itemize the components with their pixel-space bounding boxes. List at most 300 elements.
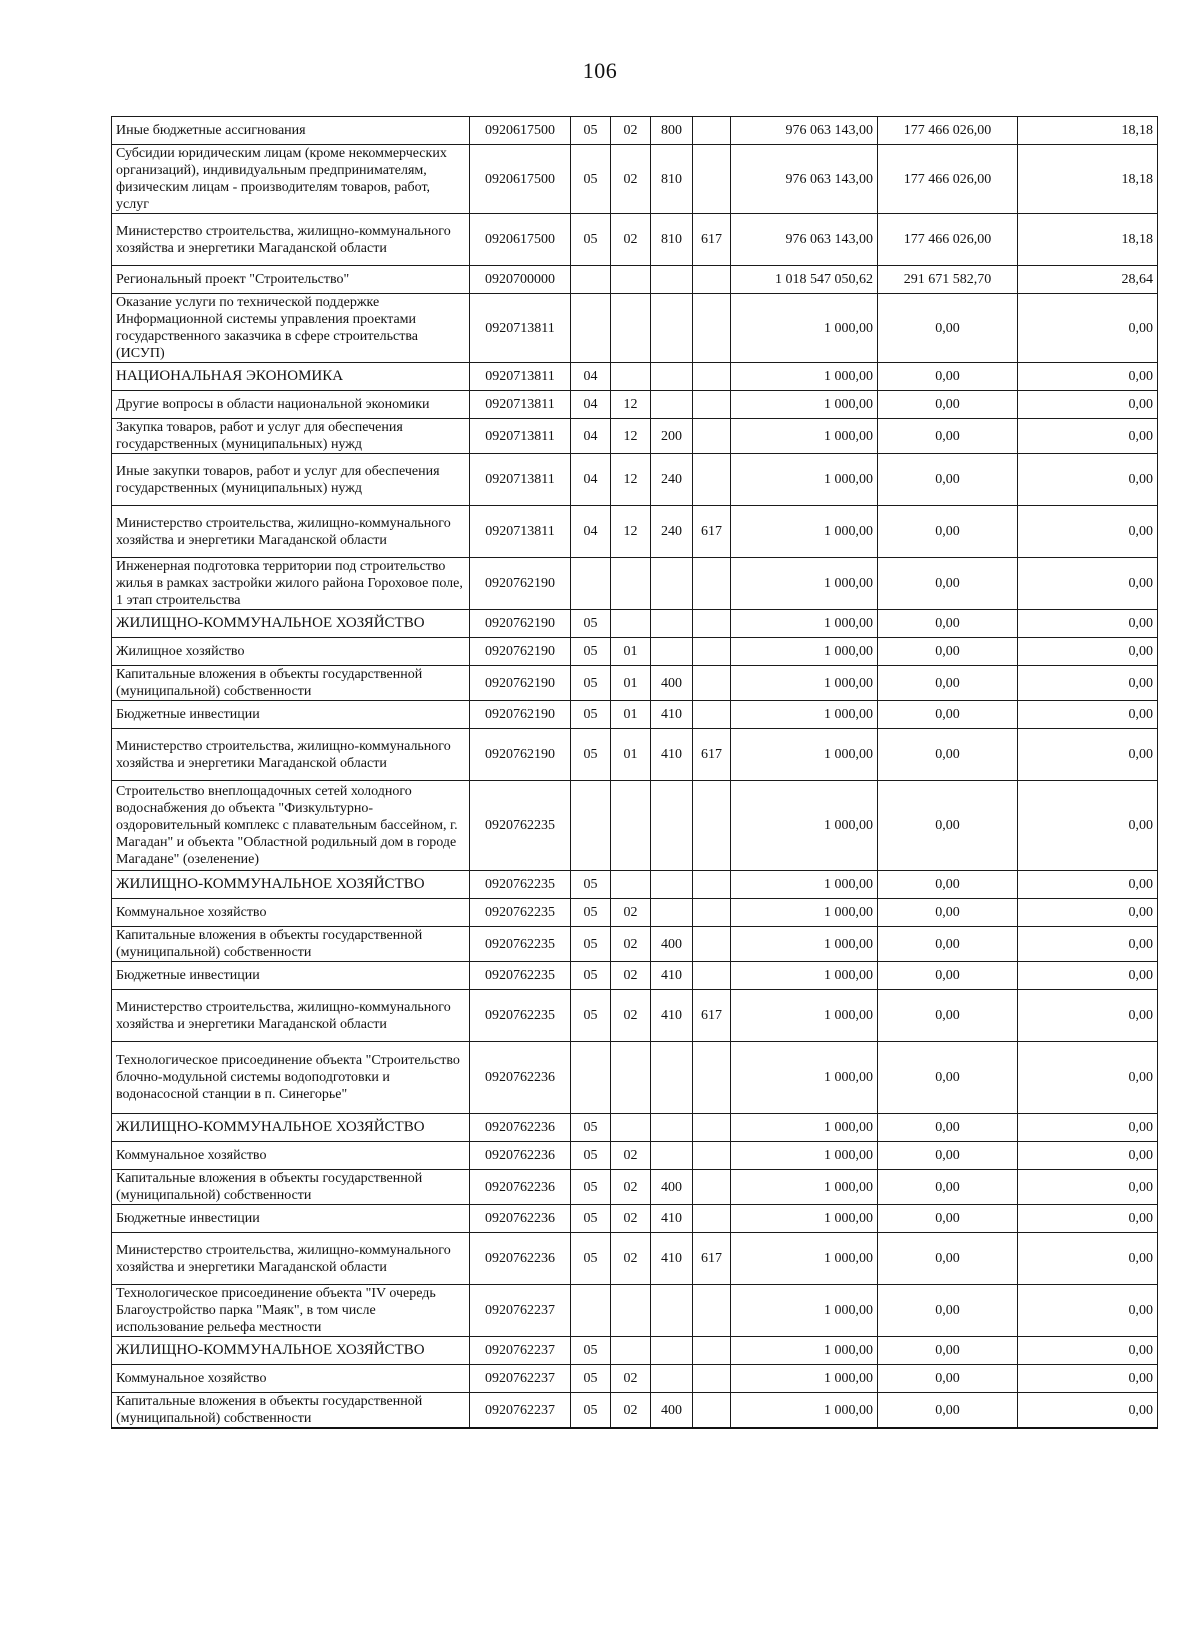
row-fact-amount: 0,00 (878, 363, 1018, 391)
table-row (112, 871, 1158, 899)
row-target-code: 0920762235 (470, 927, 571, 962)
row-expense-type (651, 610, 693, 638)
row-expense-type (651, 1365, 693, 1393)
row-expense-type: 410 (651, 729, 693, 781)
row-percent: 0,00 (1018, 1142, 1158, 1170)
row-target-code: 0920617500 (470, 214, 571, 266)
row-section: 05 (571, 1170, 611, 1205)
table-row (112, 117, 1158, 145)
row-fact-amount: 0,00 (878, 1365, 1018, 1393)
row-percent: 0,00 (1018, 781, 1158, 871)
row-subsection: 02 (611, 1205, 651, 1233)
row-plan-amount: 1 000,00 (731, 454, 878, 506)
row-target-code: 0920713811 (470, 454, 571, 506)
row-plan-amount: 1 000,00 (731, 1365, 878, 1393)
row-subsection: 01 (611, 729, 651, 781)
row-target-code: 0920617500 (470, 117, 571, 145)
row-administrator (693, 871, 731, 899)
row-fact-amount: 0,00 (878, 871, 1018, 899)
row-expense-type (651, 294, 693, 363)
row-administrator (693, 1393, 731, 1429)
row-section (571, 558, 611, 610)
row-percent: 0,00 (1018, 1170, 1158, 1205)
row-percent: 0,00 (1018, 1393, 1158, 1429)
row-name: ЖИЛИЩНО-КОММУНАЛЬНОЕ ХОЗЯЙСТВО (112, 871, 470, 899)
table-row (112, 1114, 1158, 1142)
row-percent: 0,00 (1018, 1205, 1158, 1233)
row-fact-amount: 0,00 (878, 781, 1018, 871)
row-administrator (693, 419, 731, 454)
row-expense-type: 400 (651, 1170, 693, 1205)
row-target-code: 0920762237 (470, 1393, 571, 1429)
row-expense-type: 410 (651, 990, 693, 1042)
row-expense-type: 240 (651, 506, 693, 558)
table-row (112, 610, 1158, 638)
row-name: Министерство строительства, жилищно-коммунального хозяйства и энергетики Магаданской области (112, 214, 470, 266)
row-expense-type: 410 (651, 701, 693, 729)
row-target-code: 0920762235 (470, 899, 571, 927)
row-section: 04 (571, 419, 611, 454)
table-row (112, 1337, 1158, 1365)
row-target-code: 0920762235 (470, 990, 571, 1042)
row-target-code: 0920762236 (470, 1170, 571, 1205)
row-section: 05 (571, 899, 611, 927)
row-target-code: 0920762237 (470, 1365, 571, 1393)
row-percent: 0,00 (1018, 391, 1158, 419)
row-subsection: 02 (611, 145, 651, 214)
row-target-code: 0920762190 (470, 610, 571, 638)
row-section (571, 1042, 611, 1114)
row-target-code: 0920762190 (470, 666, 571, 701)
row-fact-amount: 0,00 (878, 899, 1018, 927)
row-plan-amount: 1 000,00 (731, 363, 878, 391)
table-row (112, 962, 1158, 990)
row-name: Региональный проект "Строительство" (112, 266, 470, 294)
row-percent: 0,00 (1018, 899, 1158, 927)
row-fact-amount: 0,00 (878, 1393, 1018, 1429)
row-plan-amount: 1 000,00 (731, 419, 878, 454)
row-section: 05 (571, 1393, 611, 1429)
row-subsection (611, 294, 651, 363)
row-target-code: 0920762190 (470, 729, 571, 781)
row-fact-amount: 177 466 026,00 (878, 214, 1018, 266)
row-subsection (611, 871, 651, 899)
row-expense-type (651, 363, 693, 391)
row-fact-amount: 291 671 582,70 (878, 266, 1018, 294)
row-target-code: 0920713811 (470, 363, 571, 391)
row-expense-type (651, 871, 693, 899)
row-subsection: 02 (611, 1365, 651, 1393)
table-row (112, 145, 1158, 214)
row-administrator (693, 962, 731, 990)
table-row (112, 781, 1158, 871)
row-section: 05 (571, 990, 611, 1042)
row-subsection: 01 (611, 701, 651, 729)
row-target-code: 0920762237 (470, 1285, 571, 1337)
row-target-code: 0920713811 (470, 391, 571, 419)
row-administrator (693, 927, 731, 962)
row-administrator (693, 117, 731, 145)
row-subsection (611, 1114, 651, 1142)
row-percent: 0,00 (1018, 294, 1158, 363)
row-subsection (611, 363, 651, 391)
row-section (571, 266, 611, 294)
row-subsection: 02 (611, 117, 651, 145)
row-expense-type: 800 (651, 117, 693, 145)
row-section: 05 (571, 117, 611, 145)
row-name: Бюджетные инвестиции (112, 701, 470, 729)
row-subsection: 12 (611, 419, 651, 454)
row-fact-amount: 0,00 (878, 962, 1018, 990)
row-plan-amount: 1 000,00 (731, 558, 878, 610)
row-expense-type (651, 391, 693, 419)
table-row (112, 1393, 1158, 1429)
row-administrator (693, 1170, 731, 1205)
row-name: Министерство строительства, жилищно-коммунального хозяйства и энергетики Магаданской области (112, 1233, 470, 1285)
row-expense-type: 410 (651, 1233, 693, 1285)
row-subsection (611, 1337, 651, 1365)
table-row (112, 927, 1158, 962)
row-administrator: 617 (693, 214, 731, 266)
row-fact-amount: 0,00 (878, 701, 1018, 729)
row-fact-amount: 0,00 (878, 1233, 1018, 1285)
row-percent: 0,00 (1018, 1233, 1158, 1285)
row-section (571, 781, 611, 871)
row-subsection (611, 1042, 651, 1114)
row-section: 05 (571, 1337, 611, 1365)
row-percent: 0,00 (1018, 927, 1158, 962)
row-subsection: 02 (611, 899, 651, 927)
table-row (112, 558, 1158, 610)
row-administrator (693, 1114, 731, 1142)
row-target-code: 0920762236 (470, 1233, 571, 1285)
row-percent: 0,00 (1018, 1337, 1158, 1365)
row-subsection (611, 266, 651, 294)
row-percent: 28,64 (1018, 266, 1158, 294)
row-subsection: 02 (611, 927, 651, 962)
row-name: Технологическое присоединение объекта "IV очередь Благоустройство парка "Маяк", в том числе использование рельефа местности (112, 1285, 470, 1337)
row-fact-amount: 0,00 (878, 506, 1018, 558)
row-plan-amount: 976 063 143,00 (731, 214, 878, 266)
row-plan-amount: 1 000,00 (731, 1142, 878, 1170)
row-section: 04 (571, 454, 611, 506)
row-section: 05 (571, 1233, 611, 1285)
row-percent: 0,00 (1018, 558, 1158, 610)
row-plan-amount: 1 000,00 (731, 701, 878, 729)
row-target-code: 0920713811 (470, 506, 571, 558)
row-subsection: 01 (611, 666, 651, 701)
row-target-code: 0920617500 (470, 145, 571, 214)
table-row (112, 1142, 1158, 1170)
row-section: 04 (571, 363, 611, 391)
row-expense-type: 810 (651, 214, 693, 266)
row-section: 05 (571, 962, 611, 990)
row-name: Строительство внеплощадочных сетей холодного водоснабжения до объекта "Физкультурно-оздоровительный комплекс с плавательным бассейном, г. Магадан" и объекта "Областной родильный дом в городе Магадане" (озеленение) (112, 781, 470, 871)
row-section: 05 (571, 927, 611, 962)
row-fact-amount: 0,00 (878, 1042, 1018, 1114)
row-fact-amount: 0,00 (878, 1170, 1018, 1205)
row-fact-amount: 0,00 (878, 1142, 1018, 1170)
row-plan-amount: 1 000,00 (731, 638, 878, 666)
row-fact-amount: 0,00 (878, 666, 1018, 701)
row-administrator (693, 1285, 731, 1337)
table-row (112, 899, 1158, 927)
table-row (112, 1233, 1158, 1285)
row-target-code: 0920762190 (470, 638, 571, 666)
row-section: 05 (571, 638, 611, 666)
row-administrator (693, 781, 731, 871)
row-administrator (693, 558, 731, 610)
row-expense-type (651, 1114, 693, 1142)
row-name: Технологическое присоединение объекта "Строительство блочно-модульной системы водоподготовки и водонасосной станции в п. Синегорье" (112, 1042, 470, 1114)
row-plan-amount: 976 063 143,00 (731, 145, 878, 214)
row-expense-type (651, 781, 693, 871)
row-expense-type (651, 638, 693, 666)
row-name: Капитальные вложения в объекты государственной (муниципальной) собственности (112, 927, 470, 962)
row-subsection: 02 (611, 1142, 651, 1170)
row-target-code: 0920762190 (470, 558, 571, 610)
row-administrator: 617 (693, 990, 731, 1042)
row-name: Жилищное хозяйство (112, 638, 470, 666)
row-fact-amount: 0,00 (878, 729, 1018, 781)
row-expense-type (651, 1285, 693, 1337)
row-target-code: 0920762236 (470, 1114, 571, 1142)
row-fact-amount: 0,00 (878, 1114, 1018, 1142)
row-expense-type (651, 1042, 693, 1114)
table-row (112, 1365, 1158, 1393)
row-name: ЖИЛИЩНО-КОММУНАЛЬНОЕ ХОЗЯЙСТВО (112, 610, 470, 638)
row-expense-type (651, 1142, 693, 1170)
row-administrator (693, 454, 731, 506)
row-expense-type: 400 (651, 1393, 693, 1429)
row-section: 05 (571, 1205, 611, 1233)
row-administrator (693, 1205, 731, 1233)
row-fact-amount: 0,00 (878, 294, 1018, 363)
row-percent: 18,18 (1018, 145, 1158, 214)
row-subsection (611, 1285, 651, 1337)
row-administrator (693, 1042, 731, 1114)
row-name: Коммунальное хозяйство (112, 899, 470, 927)
row-percent: 0,00 (1018, 871, 1158, 899)
row-administrator: 617 (693, 1233, 731, 1285)
row-target-code: 0920762236 (470, 1205, 571, 1233)
row-administrator (693, 1365, 731, 1393)
table-row (112, 1285, 1158, 1337)
row-target-code: 0920762237 (470, 1337, 571, 1365)
row-percent: 18,18 (1018, 117, 1158, 145)
row-plan-amount: 1 000,00 (731, 1170, 878, 1205)
row-expense-type: 410 (651, 962, 693, 990)
table-row (112, 454, 1158, 506)
row-name: Коммунальное хозяйство (112, 1365, 470, 1393)
row-plan-amount: 1 000,00 (731, 1114, 878, 1142)
row-percent: 0,00 (1018, 1365, 1158, 1393)
row-expense-type: 200 (651, 419, 693, 454)
row-plan-amount: 1 000,00 (731, 1233, 878, 1285)
row-percent: 0,00 (1018, 701, 1158, 729)
row-fact-amount: 0,00 (878, 1337, 1018, 1365)
row-expense-type (651, 266, 693, 294)
row-section (571, 294, 611, 363)
table-row (112, 990, 1158, 1042)
row-name: Капитальные вложения в объекты государственной (муниципальной) собственности (112, 1170, 470, 1205)
row-plan-amount: 1 000,00 (731, 391, 878, 419)
row-plan-amount: 1 000,00 (731, 506, 878, 558)
row-plan-amount: 1 000,00 (731, 962, 878, 990)
row-subsection: 12 (611, 454, 651, 506)
row-section: 04 (571, 506, 611, 558)
row-section: 05 (571, 871, 611, 899)
row-expense-type: 240 (651, 454, 693, 506)
table-row (112, 1042, 1158, 1114)
row-fact-amount: 0,00 (878, 558, 1018, 610)
row-fact-amount: 177 466 026,00 (878, 145, 1018, 214)
row-expense-type: 410 (651, 1205, 693, 1233)
row-administrator: 617 (693, 729, 731, 781)
row-subsection: 02 (611, 1233, 651, 1285)
row-name: Министерство строительства, жилищно-коммунального хозяйства и энергетики Магаданской области (112, 990, 470, 1042)
row-percent: 0,00 (1018, 729, 1158, 781)
row-fact-amount: 0,00 (878, 1205, 1018, 1233)
row-name: Бюджетные инвестиции (112, 1205, 470, 1233)
table-row (112, 701, 1158, 729)
row-subsection: 02 (611, 1170, 651, 1205)
row-subsection (611, 610, 651, 638)
page-number: 106 (582, 58, 618, 83)
row-administrator (693, 666, 731, 701)
row-section: 05 (571, 1114, 611, 1142)
row-subsection: 02 (611, 1393, 651, 1429)
row-subsection: 12 (611, 391, 651, 419)
row-section: 05 (571, 701, 611, 729)
row-name: Капитальные вложения в объекты государственной (муниципальной) собственности (112, 666, 470, 701)
row-fact-amount: 0,00 (878, 1285, 1018, 1337)
row-section: 05 (571, 1142, 611, 1170)
budget-table (111, 116, 1158, 1429)
row-plan-amount: 1 000,00 (731, 871, 878, 899)
row-target-code: 0920762236 (470, 1042, 571, 1114)
table-row (112, 363, 1158, 391)
row-fact-amount: 0,00 (878, 610, 1018, 638)
row-name: Субсидии юридическим лицам (кроме некоммерческих организаций), индивидуальным предпринимателям, физическим лицам - производителям товаров, работ, услуг (112, 145, 470, 214)
row-fact-amount: 0,00 (878, 454, 1018, 506)
row-percent: 0,00 (1018, 1042, 1158, 1114)
row-administrator (693, 391, 731, 419)
row-name: Иные закупки товаров, работ и услуг для обеспечения государственных (муниципальных) нужд (112, 454, 470, 506)
row-name: Другие вопросы в области национальной экономики (112, 391, 470, 419)
row-name: Капитальные вложения в объекты государственной (муниципальной) собственности (112, 1393, 470, 1429)
table-row (112, 266, 1158, 294)
row-expense-type (651, 558, 693, 610)
row-expense-type: 810 (651, 145, 693, 214)
row-expense-type: 400 (651, 927, 693, 962)
row-section: 05 (571, 1365, 611, 1393)
row-target-code: 0920713811 (470, 294, 571, 363)
row-percent: 0,00 (1018, 506, 1158, 558)
row-administrator (693, 363, 731, 391)
row-target-code: 0920762235 (470, 962, 571, 990)
row-subsection: 02 (611, 990, 651, 1042)
row-subsection: 02 (611, 962, 651, 990)
row-fact-amount: 0,00 (878, 391, 1018, 419)
row-section: 05 (571, 729, 611, 781)
row-target-code: 0920762190 (470, 701, 571, 729)
row-target-code: 0920713811 (470, 419, 571, 454)
row-plan-amount: 1 000,00 (731, 1042, 878, 1114)
row-name: Инженерная подготовка территории под строительство жилья в рамках застройки жилого района Гороховое поле, 1 этап строительства (112, 558, 470, 610)
row-name: Оказание услуги по технической поддержке Информационной системы управления проектами государственного заказчика в сфере строительства (ИСУП) (112, 294, 470, 363)
row-plan-amount: 1 018 547 050,62 (731, 266, 878, 294)
row-administrator (693, 294, 731, 363)
row-name: Иные бюджетные ассигнования (112, 117, 470, 145)
row-percent: 0,00 (1018, 962, 1158, 990)
row-administrator (693, 638, 731, 666)
row-administrator (693, 1337, 731, 1365)
row-percent: 0,00 (1018, 419, 1158, 454)
row-administrator (693, 145, 731, 214)
row-plan-amount: 1 000,00 (731, 899, 878, 927)
row-expense-type: 400 (651, 666, 693, 701)
row-name: Коммунальное хозяйство (112, 1142, 470, 1170)
table-row (112, 729, 1158, 781)
row-plan-amount: 1 000,00 (731, 1205, 878, 1233)
row-section: 04 (571, 391, 611, 419)
budget-table-body (112, 117, 1158, 1429)
row-subsection (611, 558, 651, 610)
row-target-code: 0920700000 (470, 266, 571, 294)
row-administrator (693, 1142, 731, 1170)
row-administrator (693, 610, 731, 638)
row-percent: 0,00 (1018, 1285, 1158, 1337)
row-plan-amount: 1 000,00 (731, 1337, 878, 1365)
row-section: 05 (571, 610, 611, 638)
table-row (112, 391, 1158, 419)
row-administrator (693, 266, 731, 294)
row-name: Бюджетные инвестиции (112, 962, 470, 990)
row-plan-amount: 1 000,00 (731, 666, 878, 701)
row-expense-type (651, 899, 693, 927)
row-plan-amount: 1 000,00 (731, 1393, 878, 1429)
row-name: НАЦИОНАЛЬНАЯ ЭКОНОМИКА (112, 363, 470, 391)
row-subsection: 02 (611, 214, 651, 266)
row-name: Министерство строительства, жилищно-коммунального хозяйства и энергетики Магаданской области (112, 729, 470, 781)
table-row (112, 638, 1158, 666)
row-name: ЖИЛИЩНО-КОММУНАЛЬНОЕ ХОЗЯЙСТВО (112, 1114, 470, 1142)
table-row (112, 1170, 1158, 1205)
row-percent: 0,00 (1018, 363, 1158, 391)
row-name: Закупка товаров, работ и услуг для обеспечения государственных (муниципальных) нужд (112, 419, 470, 454)
row-plan-amount: 1 000,00 (731, 1285, 878, 1337)
row-percent: 0,00 (1018, 610, 1158, 638)
row-subsection: 01 (611, 638, 651, 666)
row-administrator (693, 701, 731, 729)
row-plan-amount: 1 000,00 (731, 610, 878, 638)
row-plan-amount: 976 063 143,00 (731, 117, 878, 145)
row-section (571, 1285, 611, 1337)
row-fact-amount: 0,00 (878, 990, 1018, 1042)
row-percent: 0,00 (1018, 990, 1158, 1042)
row-fact-amount: 0,00 (878, 419, 1018, 454)
row-section: 05 (571, 666, 611, 701)
row-percent: 18,18 (1018, 214, 1158, 266)
row-percent: 0,00 (1018, 454, 1158, 506)
table-row (112, 666, 1158, 701)
row-expense-type (651, 1337, 693, 1365)
table-row (112, 506, 1158, 558)
row-fact-amount: 0,00 (878, 927, 1018, 962)
row-section: 05 (571, 214, 611, 266)
row-percent: 0,00 (1018, 666, 1158, 701)
